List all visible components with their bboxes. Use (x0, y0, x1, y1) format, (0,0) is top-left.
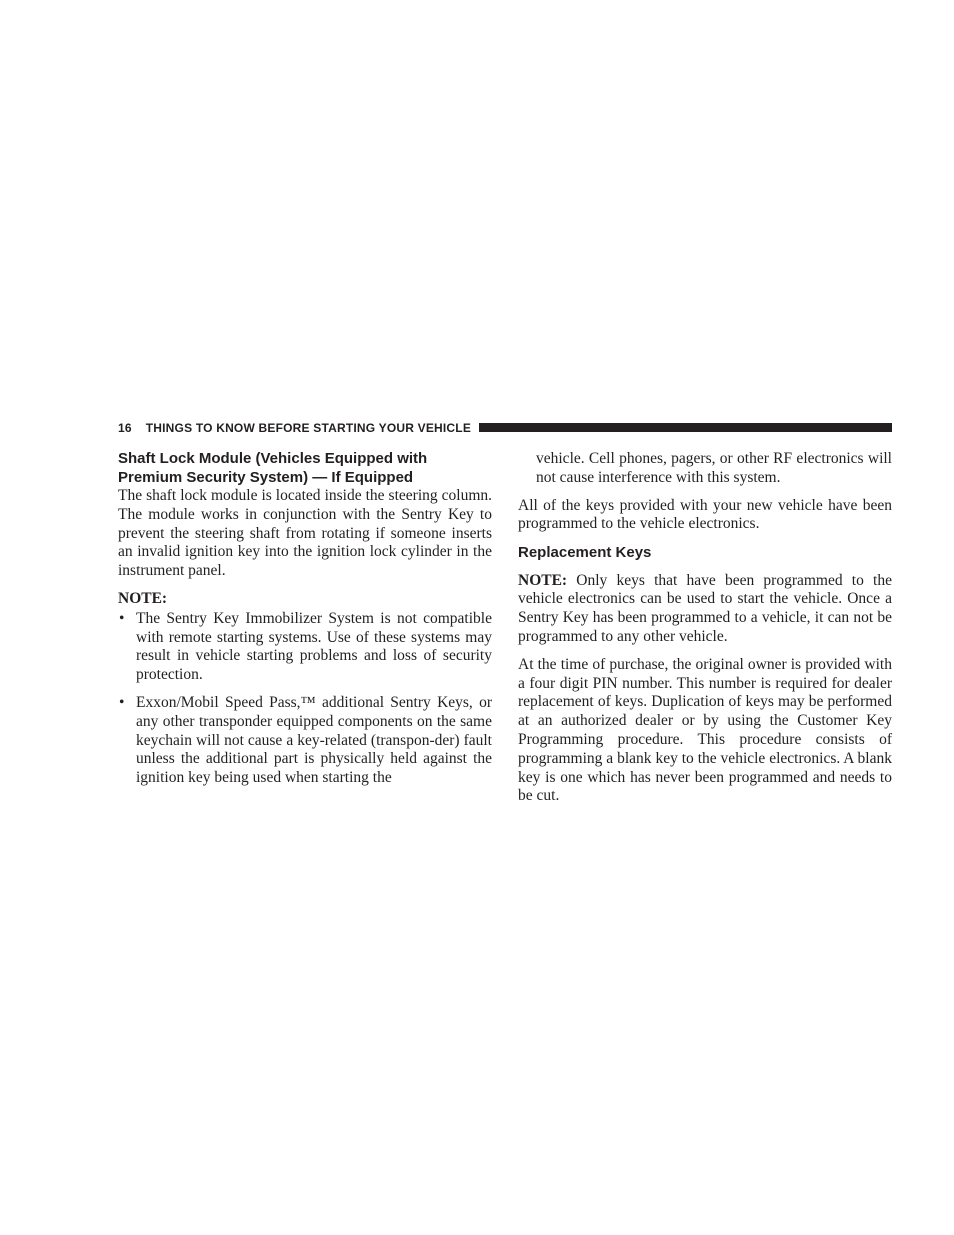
bullet-text: The Sentry Key Immobilizer System is not compatible with remote starting systems. Use of these systems may result in vehicle starting problems and loss of security protection. (136, 609, 492, 684)
note-label: NOTE: (518, 571, 568, 589)
bullet-continuation: vehicle. Cell phones, pagers, or other RF electronics will not cause interference with this system. (536, 450, 892, 486)
bullet-marker: • (119, 609, 125, 627)
bullet-marker: • (119, 693, 125, 711)
right-column (518, 450, 892, 815)
bullet-item (118, 694, 492, 788)
bullet-text: Exxon/Mobil Speed Pass,™ additional Sentry Keys, or any other transponder equipped components on the same keychain will not cause a key-related (transpon-der) fault unless the additional part is physically held against the ignition key being used when starting the (136, 693, 492, 787)
section-title: THINGS TO KNOW BEFORE STARTING YOUR VEHICLE (145, 420, 472, 435)
note-bullet-list (118, 610, 492, 788)
left-column (118, 450, 492, 797)
keys-programmed-paragraph: All of the keys provided with your new vehicle have been programmed to the vehicle electronics. (518, 496, 892, 533)
page-number: 16 (118, 420, 132, 435)
page-header (118, 419, 892, 436)
heading-line-1: Shaft Lock Module (Vehicles Equipped with (118, 450, 428, 467)
shaft-lock-heading (118, 450, 492, 487)
heading-line-2: Premium Security System) — If Equipped (118, 468, 414, 486)
replacement-keys-heading: Replacement Keys (518, 544, 652, 562)
shaft-lock-paragraph: The shaft lock module is located inside the steering column. The module works in conjunction with the Sentry Key to prevent the steering shaft from rotating if someone inserts an invalid ignition key into the ignition lock cylinder in the instrument panel. (118, 487, 492, 580)
bullet-item (118, 610, 492, 685)
header-rule (479, 423, 892, 432)
replacement-note-paragraph (518, 572, 892, 647)
note-text: Only keys that have been programmed to the vehicle electronics can be used to start the vehicle. Once a Sentry Key has been programmed to a vehicle, it can not be programmed to any other vehicle. (518, 571, 892, 646)
note-label: NOTE: (118, 589, 168, 607)
purchase-paragraph: At the time of purchase, the original owner is provided with a four digit PIN number. This number is required for dealer replacement of keys. Duplication of keys may be performed at an authorized dealer or by using the Customer Key Programming procedure. This procedure consists of programming a blank key to the vehicle electronics. A blank key is one which has never been programmed and needs to be cut. (518, 655, 892, 805)
